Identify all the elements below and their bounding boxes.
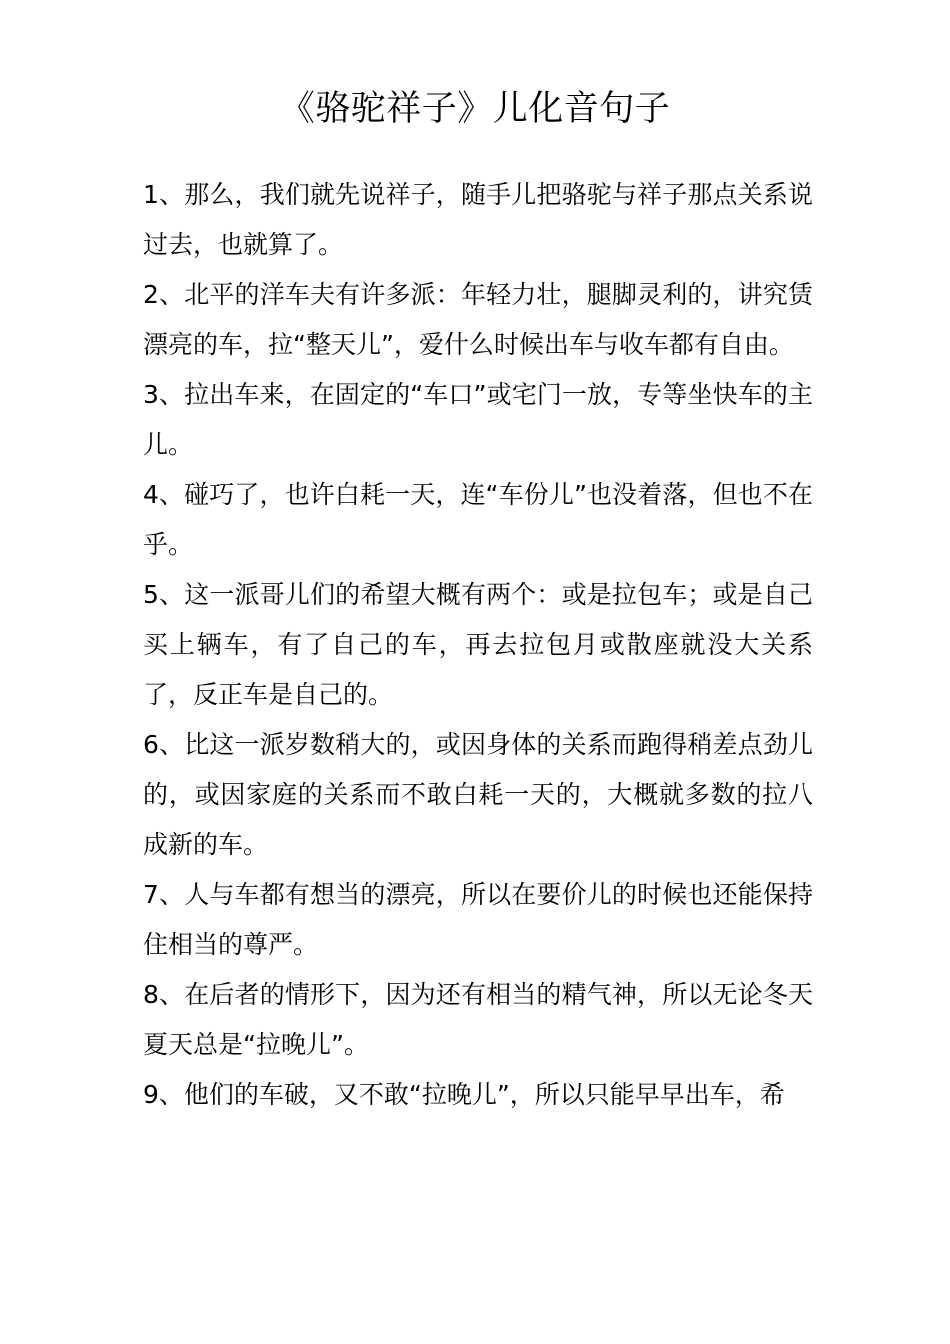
document-body <box>143 170 813 1120</box>
paragraph-2: 2、北平的洋车夫有许多派：年轻力壮，腿脚灵利的，讲究赁漂亮的车，拉“整天儿”，爱什么时候出车与收车都有自由。 <box>143 280 813 359</box>
paragraph-5: 5、这一派哥儿们的希望大概有两个：或是拉包车；或是自己买上辆车，有了自己的车，再去拉包月或散座就没大关系了，反正车是自己的。 <box>143 580 813 709</box>
paragraph-3: 3、拉出车来，在固定的“车口”或宅门一放，专等坐快车的主儿。 <box>143 380 813 459</box>
page-title: 《骆驼祥子》儿化音句子 <box>279 89 671 129</box>
paragraph-6: 6、比这一派岁数稍大的，或因身体的关系而跑得稍差点劲儿的，或因家庭的关系而不敢白耗一天的，大概就多数的拉八成新的车。 <box>143 730 813 859</box>
paragraph-9: 9、他们的车破，又不敢“拉晚儿”，所以只能早早出车，希 <box>143 1080 785 1109</box>
paragraph-7: 7、人与车都有想当的漂亮，所以在要价儿的时候也还能保持住相当的尊严。 <box>143 880 813 959</box>
paragraph-4: 4、碰巧了，也许白耗一天，连“车份儿”也没着落，但也不在乎。 <box>143 480 813 559</box>
paragraph-8: 8、在后者的情形下，因为还有相当的精气神，所以无论冬天夏天总是“拉晚儿”。 <box>143 980 813 1059</box>
paragraph-1: 1、那么，我们就先说祥子，随手儿把骆驼与祥子那点关系说过去，也就算了。 <box>143 180 813 259</box>
